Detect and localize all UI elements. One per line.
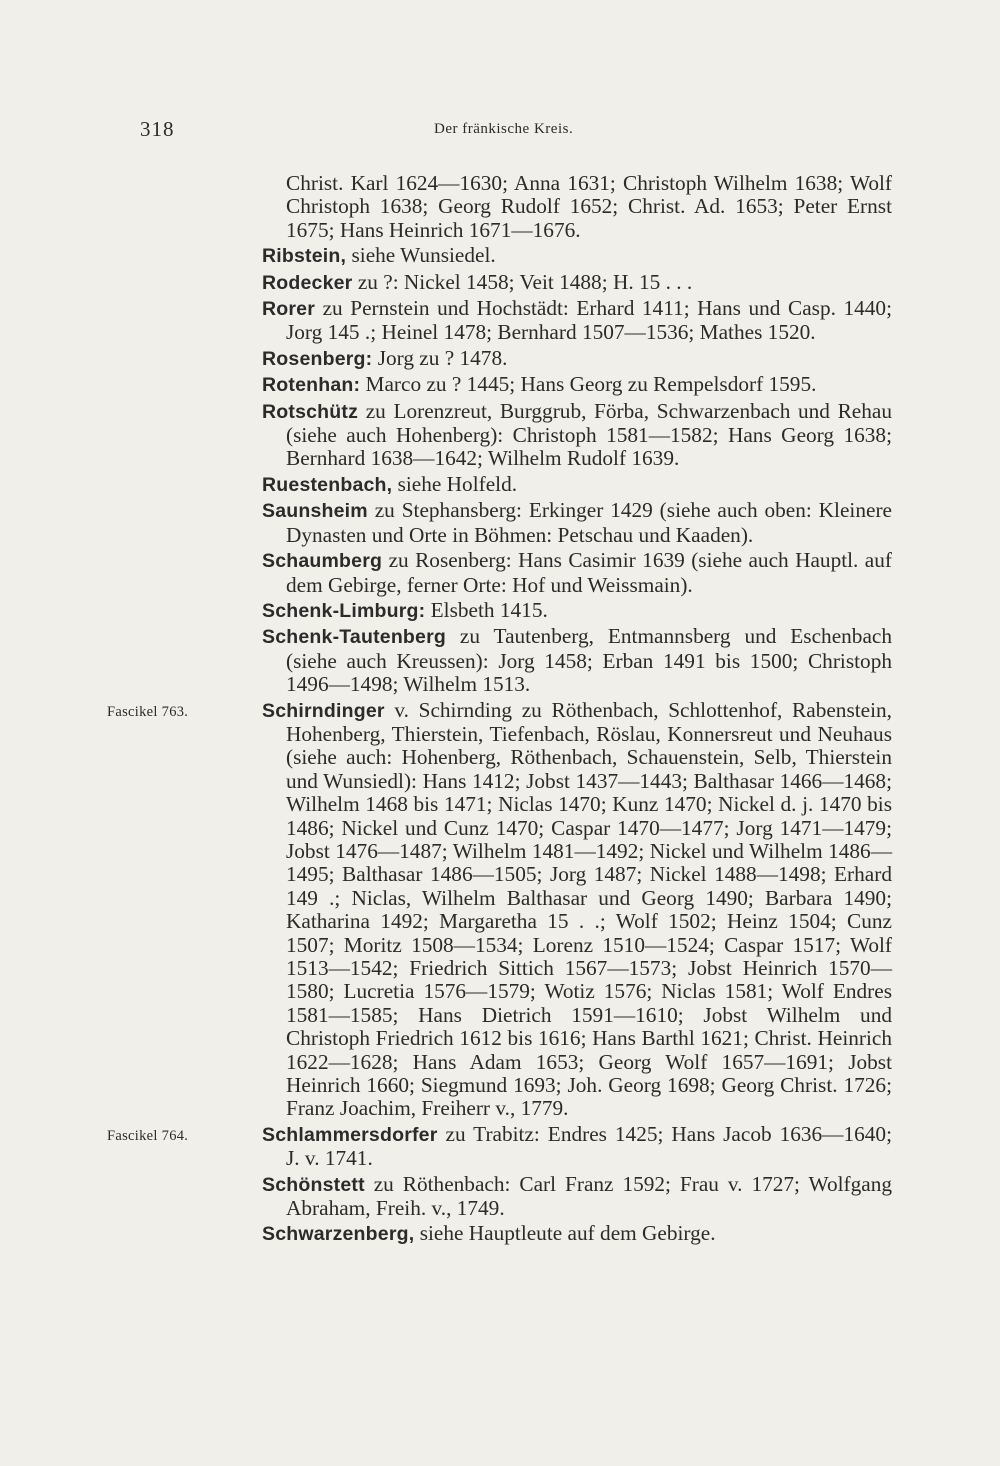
entry-schenk-limburg [262,599,892,623]
page-number: 318 [140,117,175,141]
entry-continuation [262,172,892,242]
margin-note: Fascikel 763. [107,703,189,720]
entry-text: zu Tautenberg, Entmannsberg und Eschenbach (siehe auch Kreussen): Jorg 1458; Erban 1491 bis 1500; Christoph 1496—1498; Wilhelm 1513. [286,624,892,697]
entry-text: Christ. Karl 1624—1630; Anna 1631; Christoph Wilhelm 1638; Wolf Christoph 1638; Georg Rudolf 1652; Christ. Ad. 1653; Peter Ernst 1675; Hans Heinrich 1671—1676. [286,171,892,242]
entry-text: Elsbeth 1415. [430,597,548,622]
entry-headword: Schenk-Limburg: [262,599,426,622]
running-title: Der fränkische Kreis. [434,121,574,137]
page-body [107,171,893,1249]
entry-headword: Rotenhan: [262,374,361,397]
entry-rosenberg [262,347,892,371]
margin-note: Fascikel 764. [107,1127,189,1144]
entry-schaumberg [262,549,892,597]
entry-headword: Schönstett [262,1173,365,1196]
entry-headword: Schlammersdorfer [262,1123,438,1146]
entry-text: zu Röthenbach: Carl Franz 1592; Frau v. 1727; Wolfgang Abraham, Freih. v., 1749. [286,1171,892,1221]
entry-saunsheim [262,499,892,547]
entry-headword: Rotschütz [262,400,359,423]
entry-schenk-tautenberg [262,625,892,696]
entry-rodecker [262,271,892,295]
entry-rorer [262,297,892,345]
entry-schlammersdorfer [107,1121,892,1171]
entry-text: v. Schirnding zu Röthenbach, Schlottenhof, Rabenstein, Hohenberg, Thierstein, Tiefenbach, Röslau, Konnersreut und Neuhaus (siehe auch: Hohenberg, Röthenbach, Schauenstein, Selb, Thierstein und Wunsiedl): Hans 1412; Jobst 1437—1443; Balthasar 1466—1468; Wilhelm 1468 bis 1471; Niclas 1470; Kunz 1470; Nickel d. j. 1470 bis 1486; Nickel und Cunz 1470; Caspar 1470—1477; Jorg 1471—1479; Jobst 1476—1487; Wilhelm 1481—1492; Nickel und Wilhelm 1486—1495; Balthasar 1486—1505; Jorg 1487; Nickel 1488—1498; Erhard 149 .; Niclas, Wilhelm Balthasar und Georg 1490; Barbara 1490; Katharina 1492; Margaretha 15 . .; Wolf 1502; Heinz 1504; Cunz 1507; Moritz 1508—1534; Lorenz 1510—1524; Caspar 1517; Wolf 1513—1542; Friedrich Sittich 1567—1573; Jobst Heinrich 1570—1580; Lucretia 1576—1579; Wotiz 1576; Niclas 1581; Wolf Endres 1581—1585; Hans Dietrich 1591—1610; Jobst Wilhelm und Christoph Friedrich 1612 bis 1616; Hans Barthl 1621; Christ. Heinrich 1622—1628; Hans Adam 1653; Georg Wolf 1657—1691; Jobst Heinrich 1660; Siegmund 1693; Joh. Georg 1698; Georg Christ. 1726; Franz Joachim, Freiherr v., 1779. [286,697,892,1121]
entry-schoenstett [262,1173,892,1221]
entry-ribstein [262,244,892,268]
entry-rotschuetz [262,400,892,471]
entry-text: zu Rosenberg: Hans Casimir 1639 (siehe auch Hauptl. auf dem Gebirge, ferner Orte: Hof und Weissmain). [286,548,892,597]
entry-headword: Ruestenbach, [262,473,393,496]
entry-headword: Ribstein, [262,245,347,268]
entry-headword: Rodecker [262,271,353,294]
entry-text: zu Lorenzreut, Burggrub, Förba, Schwarzenbach und Rehau (siehe auch Hohenberg): Christoph 1581—1582; Hans Georg 1638; Bernhard 1638—1642; Wilhelm Rudolf 1639. [286,398,893,471]
entry-text: siehe Wunsiedel. [351,243,496,268]
entry-text: siehe Holfeld. [397,471,518,496]
page-header [140,117,900,147]
entry-text: Marco zu ? 1445; Hans Georg zu Rempelsdorf 1595. [365,372,817,397]
entry-text: siehe Hauptleute auf dem Gebirge. [419,1221,716,1246]
entry-headword: Rosenberg: [262,347,373,370]
entry-headword: Saunsheim [262,500,368,523]
entry-headword: Schenk-Tautenberg [262,626,446,649]
entry-text: zu Trabitz: Endres 1425; Hans Jacob 1636—1640; J. v. 1741. [286,1121,892,1171]
entry-text: zu Stephansberg: Erkinger 1429 (siehe auch oben: Kleinere Dynasten und Orte in Böhmen: Petschau und Kaaden). [286,498,892,547]
entry-text: Jorg zu ? 1478. [377,345,508,370]
entry-headword: Rorer [262,298,316,321]
entry-text: zu ?: Nickel 1458; Veit 1488; H. 15 . . . [357,269,693,294]
entry-text: zu Pernstein und Hochstädt: Erhard 1411; Hans und Casp. 1440; Jorg 145 .; Heinel 1478; Bernhard 1507—1536; Mathes 1520. [286,296,892,345]
entry-headword: Schaumberg [262,550,383,573]
entry-headword: Schwarzenberg, [262,1223,415,1246]
entry-rotenhan [262,373,892,397]
entry-schwarzenberg [262,1222,892,1246]
entry-headword: Schirndinger [262,699,385,722]
entry-ruestenbach [262,473,892,497]
entry-schirndinger [107,697,892,1121]
